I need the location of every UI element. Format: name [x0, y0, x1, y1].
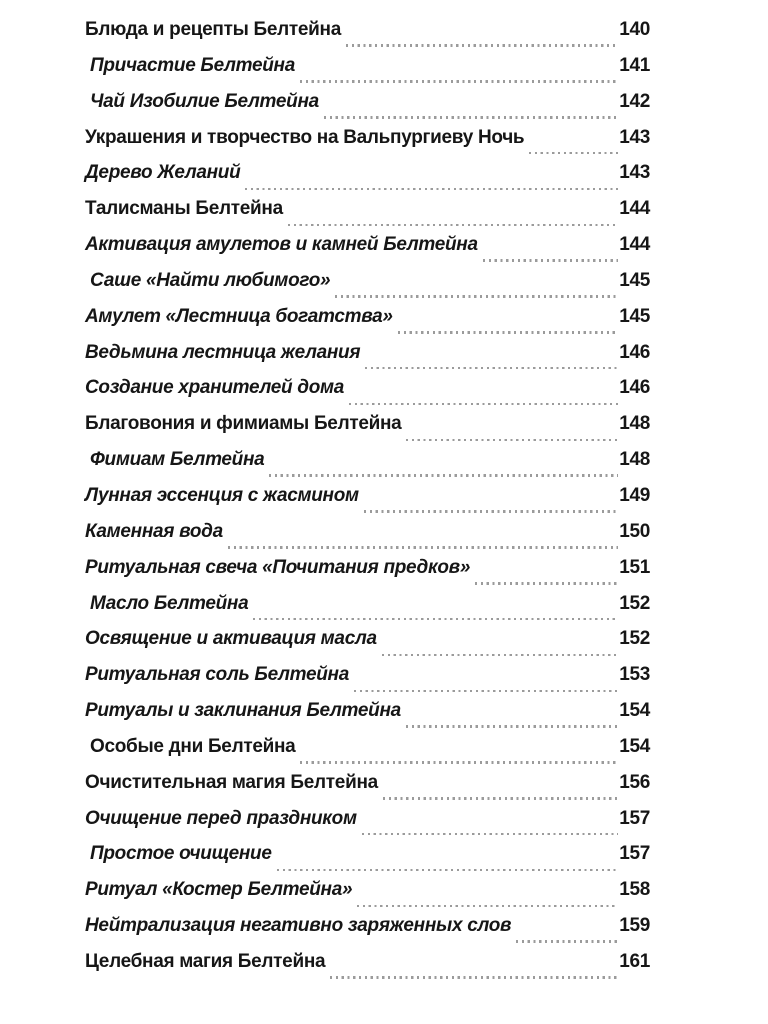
toc-entry-page: 145 — [619, 305, 650, 327]
toc-entry-title: Простое очищение — [90, 843, 272, 865]
toc-entry — [85, 19, 650, 55]
dotted-leader-icon — [228, 546, 618, 549]
toc-entry-page: 143 — [619, 126, 650, 148]
toc-entry — [85, 342, 650, 378]
toc-entry-page: 158 — [619, 879, 650, 901]
toc-entry-title: Ведьмина лестница желания — [85, 341, 361, 363]
toc-entry-page: 157 — [619, 843, 650, 865]
toc-entry-title: Блюда и рецепты Белтейна — [85, 19, 341, 40]
dotted-leader-icon — [362, 833, 618, 836]
toc-entry — [85, 557, 650, 593]
toc-entry-title: Амулет «Лестница богатства» — [85, 305, 393, 327]
toc-entry — [85, 879, 650, 915]
toc-entry — [85, 198, 650, 234]
dotted-leader-icon — [382, 654, 618, 657]
dotted-leader-icon — [516, 940, 618, 943]
toc-entry-page: 141 — [619, 54, 650, 76]
dotted-leader-icon — [245, 188, 618, 191]
toc-entry-title: Освящение и активация масла — [85, 628, 377, 650]
toc-entry — [85, 377, 650, 413]
toc-entry-page: 161 — [619, 950, 650, 972]
dotted-leader-icon — [364, 510, 618, 513]
toc-entry-page: 142 — [619, 90, 650, 112]
toc-entry-page: 143 — [619, 162, 650, 184]
dotted-leader-icon — [406, 439, 618, 442]
toc-entry-title: Особые дни Белтейна — [90, 735, 296, 757]
toc-entry — [85, 772, 650, 808]
toc-entry-title: Целебная магия Белтейна — [85, 950, 326, 972]
toc-entry — [85, 808, 650, 844]
toc-entry — [85, 162, 650, 198]
toc-entry — [85, 664, 650, 700]
toc-entry-page: 149 — [619, 484, 650, 506]
dotted-leader-icon — [483, 259, 618, 262]
toc-entry-title: Дерево Желаний — [85, 162, 241, 184]
toc-entry-page: 156 — [619, 771, 650, 793]
toc-entry-title: Лунная эссенция с жасмином — [85, 484, 359, 506]
toc-entry-title: Ритуал «Костер Белтейна» — [85, 879, 353, 901]
toc-entry-title: Активация амулетов и камней Белтейна — [85, 234, 478, 256]
toc-entry — [85, 270, 650, 306]
dotted-leader-icon — [398, 331, 619, 334]
dotted-leader-icon — [406, 725, 618, 728]
toc-entry — [85, 521, 650, 557]
toc-entry-title: Благовония и фимиамы Белтейна — [85, 413, 402, 435]
dotted-leader-icon — [300, 761, 618, 764]
dotted-leader-icon — [346, 44, 618, 47]
dotted-leader-icon — [529, 152, 618, 155]
toc-entry-title: Очищение перед праздником — [85, 807, 357, 829]
toc-entry-page: 159 — [619, 915, 650, 937]
toc-entry-page: 146 — [619, 341, 650, 363]
toc-entry-page: 148 — [619, 449, 650, 471]
toc-entry-title: Украшения и творчество на Вальпургиеву Ночь — [85, 126, 525, 148]
toc-entry-page: 140 — [619, 19, 650, 40]
toc-entry-page: 144 — [619, 234, 650, 256]
toc-entry-title: Саше «Найти любимого» — [90, 269, 331, 291]
toc-entry-page: 150 — [619, 520, 650, 542]
toc-entry-title: Ритуальная свеча «Почитания предков» — [85, 556, 471, 578]
dotted-leader-icon — [253, 618, 618, 621]
dotted-leader-icon — [288, 224, 618, 227]
toc-entry — [85, 91, 650, 127]
dotted-leader-icon — [365, 367, 618, 370]
dotted-leader-icon — [383, 797, 618, 800]
toc-entry-title: Масло Белтейна — [90, 592, 249, 614]
toc-entry-page: 145 — [619, 269, 650, 291]
toc-entry-page: 153 — [619, 664, 650, 686]
toc-entry — [85, 127, 650, 163]
dotted-leader-icon — [330, 976, 618, 979]
toc-entry — [85, 843, 650, 879]
toc-entry — [85, 485, 650, 521]
toc-entry-page: 151 — [619, 556, 650, 578]
toc-entry — [85, 306, 650, 342]
toc-entry-title: Чай Изобилие Белтейна — [90, 90, 319, 112]
toc-list — [85, 19, 650, 987]
toc-entry-page: 146 — [619, 377, 650, 399]
dotted-leader-icon — [335, 295, 618, 298]
toc-entry — [85, 234, 650, 270]
toc-entry-title: Каменная вода — [85, 520, 223, 542]
toc-entry — [85, 413, 650, 449]
toc-entry-page: 152 — [619, 592, 650, 614]
toc-entry-page: 144 — [619, 198, 650, 220]
toc-entry — [85, 449, 650, 485]
toc-entry — [85, 55, 650, 91]
toc-entry-title: Фимиам Белтейна — [90, 449, 265, 471]
toc-entry-page: 157 — [619, 807, 650, 829]
dotted-leader-icon — [357, 905, 618, 908]
toc-entry — [85, 951, 650, 987]
toc-entry — [85, 593, 650, 629]
toc-entry-title: Создание хранителей дома — [85, 377, 345, 399]
toc-entry-title: Нейтрализация негативно заряженных слов — [85, 915, 512, 937]
toc-entry — [85, 915, 650, 951]
toc-entry-title: Ритуалы и заклинания Белтейна — [85, 700, 401, 722]
dotted-leader-icon — [354, 690, 618, 693]
toc-entry-title: Ритуальная соль Белтейна — [85, 664, 349, 686]
toc-entry — [85, 700, 650, 736]
dotted-leader-icon — [475, 582, 618, 585]
toc-entry-page: 154 — [619, 735, 650, 757]
dotted-leader-icon — [269, 474, 618, 477]
toc-entry-title: Причастие Белтейна — [90, 54, 295, 76]
toc-entry-page: 154 — [619, 700, 650, 722]
dotted-leader-icon — [324, 116, 618, 119]
toc-entry-title: Талисманы Белтейна — [85, 198, 283, 220]
dotted-leader-icon — [349, 403, 618, 406]
dotted-leader-icon — [300, 80, 618, 83]
toc-entry-page: 152 — [619, 628, 650, 650]
toc-entry — [85, 628, 650, 664]
toc-entry — [85, 736, 650, 772]
dotted-leader-icon — [277, 869, 619, 872]
toc-entry-page: 148 — [619, 413, 650, 435]
toc-entry-title: Очистительная магия Белтейна — [85, 771, 378, 793]
